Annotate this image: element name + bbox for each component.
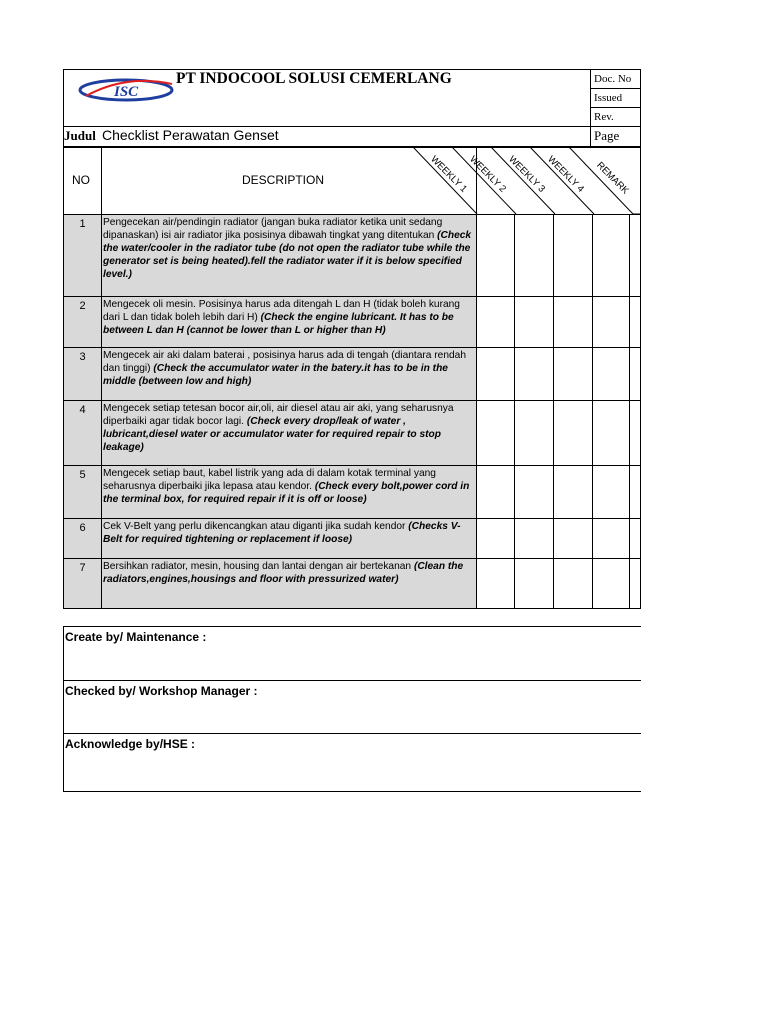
row-number: 4 xyxy=(64,401,102,465)
weekly-1-checkbox[interactable] xyxy=(477,401,515,465)
row-description xyxy=(102,559,477,608)
create-by-label: Create by/ Maintenance : xyxy=(65,630,207,644)
row-text: Cek V-Belt yang perlu dikencangkan atau diganti jika sudah kendor xyxy=(103,521,409,532)
rev-label: Rev. xyxy=(594,111,614,123)
row-text: Mengecek setiap baut, kabel listrik yang ada di dalam kotak terminal yang seharusnya diperbaiki jika lepasa atau kendor. xyxy=(103,468,436,492)
row-english: (Check the accumulator water in the batery.it has to be in the middle (between low and high) xyxy=(103,363,448,387)
weekly-4-checkbox[interactable] xyxy=(593,297,630,347)
weekly-1-checkbox[interactable] xyxy=(477,466,515,518)
col-no-header: NO xyxy=(72,173,90,187)
table-row xyxy=(64,296,640,347)
weekly-4-checkbox[interactable] xyxy=(593,519,630,558)
document-title: Checklist Perawatan Genset xyxy=(102,127,279,143)
table-row xyxy=(64,347,640,400)
row-english: (Check every bolt,power cord in the terminal box, for required repair if it is off or loose) xyxy=(103,481,470,505)
acknowledge-by-field[interactable] xyxy=(63,733,641,792)
table-row xyxy=(64,214,640,296)
row-number: 5 xyxy=(64,466,102,518)
remark-field[interactable] xyxy=(630,297,640,347)
page-label: Page xyxy=(594,128,620,143)
row-text: Mengecek setiap tetesan bocor air,oli, air diesel atau air aki, yang seharusnya diperbaiki agar tidak bocor lagi. xyxy=(103,403,454,427)
weekly-4-checkbox[interactable] xyxy=(593,466,630,518)
weekly-2-checkbox[interactable] xyxy=(515,215,554,296)
remark-field[interactable] xyxy=(630,466,640,518)
row-text: Mengecek oli mesin. Posisinya harus ada ditengah L dan H (tidak boleh kurang dari L dan tidak boleh lebih dari H) xyxy=(103,299,460,323)
acknowledge-by-label: Acknowledge by/HSE : xyxy=(65,737,196,751)
row-text: Pengecekan air/pendingin radiator (jangan buka radiator ketika unit sedang dipanaskan) isi air radiator jika posisinya dibawah tingkat yang ditentukan xyxy=(103,217,443,241)
weekly-3-checkbox[interactable] xyxy=(554,519,593,558)
doc-no-label: Doc. No xyxy=(591,70,641,89)
remark-field[interactable] xyxy=(630,519,640,558)
weekly-1-checkbox[interactable] xyxy=(477,519,515,558)
row-english: (Check every drop/leak of water , lubricant,diesel water or accumulator water for required repair to stop leakage) xyxy=(103,416,441,453)
remark-field[interactable] xyxy=(630,559,640,608)
row-english: (Checks V-Belt for required tightening or replacement if loose) xyxy=(103,521,461,545)
judul-label: Judul xyxy=(64,128,96,143)
weekly-3-checkbox[interactable] xyxy=(554,348,593,400)
table-row xyxy=(64,518,640,558)
remark-field[interactable] xyxy=(630,401,640,465)
weekly-2-checkbox[interactable] xyxy=(515,559,554,608)
row-number: 2 xyxy=(64,297,102,347)
table-row xyxy=(64,465,640,518)
row-number: 6 xyxy=(64,519,102,558)
row-number: 1 xyxy=(64,215,102,296)
row-description xyxy=(102,519,477,558)
weekly-2-checkbox[interactable] xyxy=(515,466,554,518)
weekly-4-checkbox[interactable] xyxy=(593,559,630,608)
weekly-3-checkbox[interactable] xyxy=(554,297,593,347)
table-row xyxy=(64,558,640,608)
weekly-2-header: WEEKLY 2 xyxy=(467,154,508,195)
weekly-1-checkbox[interactable] xyxy=(477,559,515,608)
row-number: 7 xyxy=(64,559,102,608)
row-description xyxy=(102,466,477,518)
row-description xyxy=(102,348,477,400)
create-by-field[interactable] xyxy=(63,626,641,680)
weekly-2-checkbox[interactable] xyxy=(515,401,554,465)
logo-text: ISC xyxy=(114,84,139,100)
row-description xyxy=(102,401,477,465)
checklist-table xyxy=(63,147,641,609)
remark-header: REMARK xyxy=(594,160,631,197)
weekly-3-header: WEEKLY 3 xyxy=(506,154,547,195)
weekly-3-checkbox[interactable] xyxy=(554,466,593,518)
weekly-2-checkbox[interactable] xyxy=(515,348,554,400)
checked-by-label: Checked by/ Workshop Manager : xyxy=(65,684,258,698)
weekly-1-checkbox[interactable] xyxy=(477,297,515,347)
issued-label: Issued xyxy=(591,89,641,108)
remark-field[interactable] xyxy=(630,215,640,296)
row-text: Mengecek air aki dalam baterai , posisinya harus ada di tengah (diantara rendah dan tinggi) xyxy=(103,350,467,374)
table-row xyxy=(64,400,640,465)
row-english: (Check the engine lubricant. It has to be between L dan H (cannot be lower than L or higher than H) xyxy=(103,312,454,336)
row-text: Bersihkan radiator, mesin, housing dan lantai dengan air bertekanan xyxy=(103,561,414,572)
row-description xyxy=(102,297,477,347)
weekly-4-checkbox[interactable] xyxy=(593,215,630,296)
row-description xyxy=(102,215,477,296)
row-english: (Clean the radiators,engines,housings and floor with pressurized water) xyxy=(103,561,464,585)
row-english: (Check the water/cooler in the radiator tube (do not open the radiator tube while the generator set is being heated).fell the radiator water if it is below specified level.) xyxy=(103,230,472,280)
weekly-1-header: WEEKLY 1 xyxy=(428,154,469,195)
weekly-4-header: WEEKLY 4 xyxy=(545,154,586,195)
weekly-1-checkbox[interactable] xyxy=(477,348,515,400)
weekly-3-checkbox[interactable] xyxy=(554,559,593,608)
weekly-4-checkbox[interactable] xyxy=(593,401,630,465)
row-number: 3 xyxy=(64,348,102,400)
company-name: PT INDOCOOL SOLUSI CEMERLANG xyxy=(176,70,452,87)
weekly-2-checkbox[interactable] xyxy=(515,297,554,347)
weekly-2-checkbox[interactable] xyxy=(515,519,554,558)
weekly-1-checkbox[interactable] xyxy=(477,215,515,296)
weekly-3-checkbox[interactable] xyxy=(554,401,593,465)
remark-field[interactable] xyxy=(630,348,640,400)
weekly-3-checkbox[interactable] xyxy=(554,215,593,296)
col-description-header: DESCRIPTION xyxy=(242,173,325,187)
weekly-4-checkbox[interactable] xyxy=(593,348,630,400)
company-logo-icon xyxy=(78,74,178,104)
checked-by-field[interactable] xyxy=(63,680,641,733)
